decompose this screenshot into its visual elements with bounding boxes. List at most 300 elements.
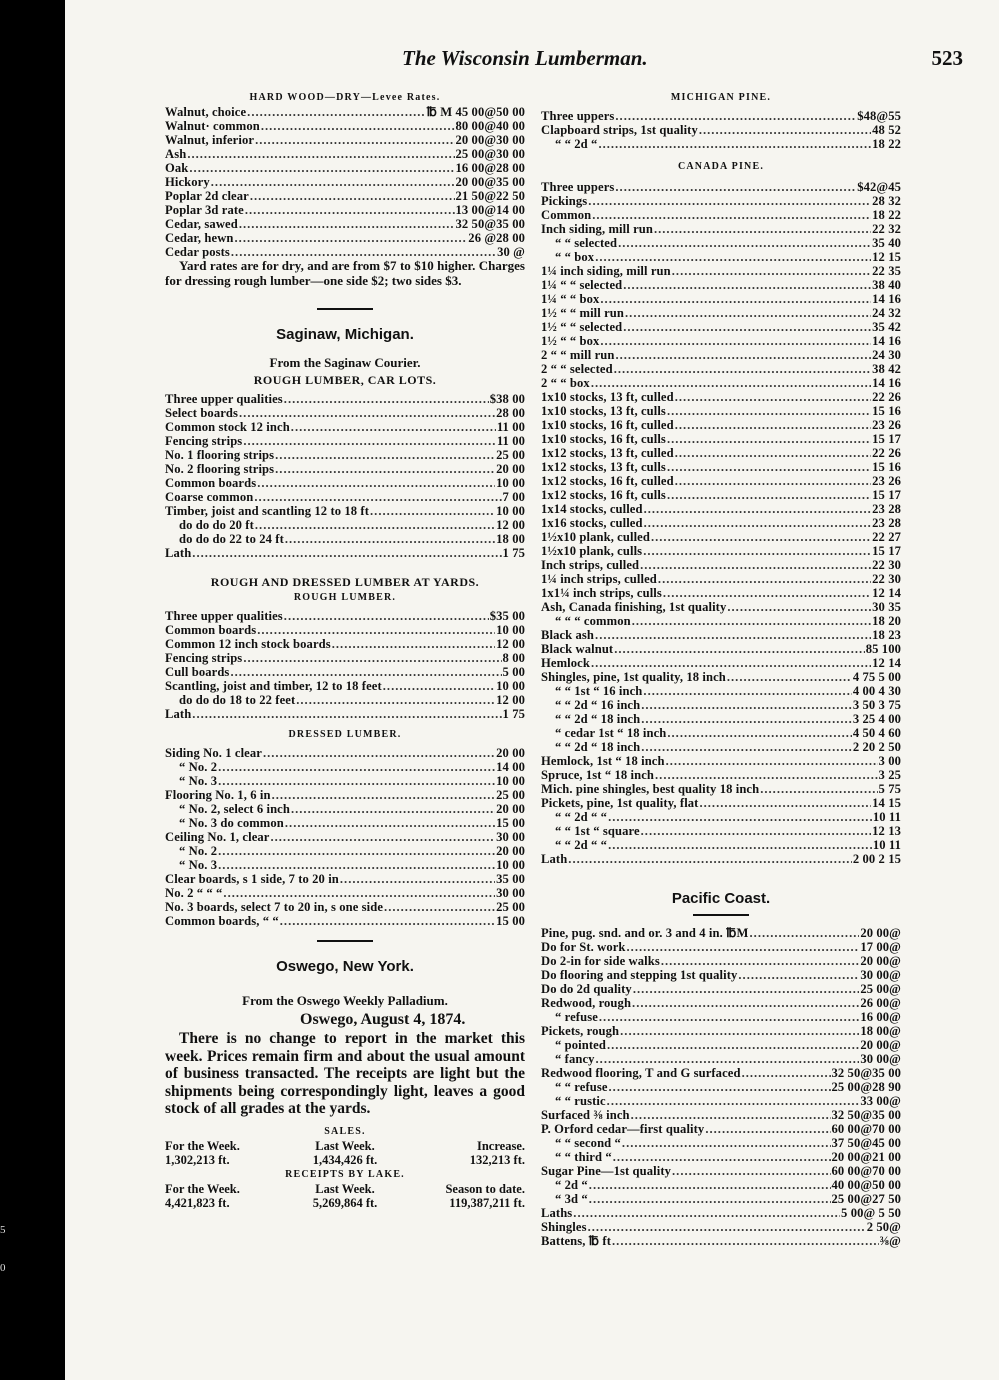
- item-price: 18 23: [872, 628, 901, 642]
- item-label: Three upper qualities: [165, 392, 283, 406]
- item-price: 12 00: [496, 637, 525, 651]
- leader-dots: [622, 1136, 831, 1150]
- item-price: 40 00@50 00: [831, 1178, 901, 1192]
- item-price: 22 26: [872, 446, 901, 460]
- item-price: $35 00: [489, 609, 525, 623]
- item-label: Common stock 12 inch: [165, 420, 290, 434]
- price-row: [541, 460, 901, 474]
- receipts-value: 4,421,823 ft.: [165, 1195, 230, 1210]
- item-price: 5 75: [878, 782, 901, 796]
- price-row: [165, 914, 525, 928]
- item-price: 18 22: [872, 208, 901, 222]
- item-price: 3 00: [878, 754, 901, 768]
- item-label: 1½x10 plank, culls: [541, 544, 643, 558]
- item-label: “ No. 2, select 6 inch: [179, 802, 290, 816]
- item-label: Spruce, 1st “ 18 inch: [541, 768, 655, 782]
- item-label: No. 3 boards, select 7 to 20 in, s one side: [165, 900, 384, 914]
- item-label: 1x10 stocks, 13 ft, culls: [541, 404, 666, 418]
- item-price: 11 00: [496, 434, 525, 448]
- price-row: [541, 768, 901, 782]
- leader-dots: [598, 137, 871, 151]
- leader-dots: [608, 810, 872, 824]
- leader-dots: [218, 844, 495, 858]
- price-row: [165, 858, 525, 872]
- item-label: do do do 18 to 22 feet: [179, 693, 296, 707]
- pacific-list: [541, 926, 901, 1248]
- item-price: 14 00: [496, 760, 525, 774]
- leader-dots: [672, 1164, 830, 1178]
- price-row: [541, 698, 901, 712]
- price-row: [541, 954, 901, 968]
- leader-dots: [738, 968, 859, 982]
- item-label: Poplar 2d clear: [165, 189, 249, 203]
- price-row: [541, 1192, 901, 1206]
- price-row: [541, 236, 901, 250]
- item-label: 2 “ “ box: [541, 376, 590, 390]
- item-label: Common boards: [165, 476, 257, 490]
- price-row: [165, 392, 525, 406]
- canada-pine-list: [541, 180, 901, 866]
- leader-dots: [275, 462, 495, 476]
- price-row: [541, 712, 901, 726]
- price-row: [541, 1024, 901, 1038]
- price-row: [541, 404, 901, 418]
- leader-dots: [613, 1150, 831, 1164]
- item-price: 10 00: [496, 504, 525, 518]
- item-label: 1x10 stocks, 16 ft, culls: [541, 432, 666, 446]
- item-label: Walnut· common: [165, 119, 260, 133]
- leader-dots: [243, 651, 501, 665]
- price-row: [541, 852, 901, 866]
- price-row: [165, 774, 525, 788]
- item-label: Black walnut: [541, 642, 614, 656]
- item-price: 32 50@35 00: [831, 1108, 901, 1122]
- sales-header: For the Week.: [165, 1138, 240, 1153]
- item-label: Scantling, joist and timber, 12 to 18 feet: [165, 679, 382, 693]
- section-rule: [693, 914, 749, 916]
- price-row: [165, 476, 525, 490]
- item-price: 25 00: [496, 788, 525, 802]
- item-label: Mich. pine shingles, best quality 18 inch: [541, 782, 760, 796]
- item-price: 4 50 4 60: [852, 726, 901, 740]
- price-row: [541, 334, 901, 348]
- price-row: [165, 161, 525, 175]
- leader-dots: [623, 320, 871, 334]
- price-row: [541, 109, 901, 123]
- item-price: 38 42: [872, 362, 901, 376]
- leader-dots: [596, 1052, 860, 1066]
- leader-dots: [644, 502, 872, 516]
- price-row: [165, 504, 525, 518]
- item-price: 12 00: [496, 693, 525, 707]
- price-row: [541, 996, 901, 1010]
- leader-dots: [633, 982, 860, 996]
- item-label: “ “ box: [555, 250, 595, 264]
- leader-dots: [644, 516, 872, 530]
- leader-dots: [661, 954, 860, 968]
- item-price: 22 35: [872, 264, 901, 278]
- price-row: [541, 614, 901, 628]
- receipts-value: 5,269,864 ft.: [312, 1195, 378, 1210]
- leader-dots: [211, 175, 455, 189]
- price-row: [541, 180, 901, 194]
- price-row: [541, 1234, 901, 1248]
- item-label: Hemlock: [541, 656, 590, 670]
- item-label: Fencing strips: [165, 651, 243, 665]
- item-price: 30 00: [496, 830, 525, 844]
- item-price: 20 00: [496, 844, 525, 858]
- price-row: [541, 754, 901, 768]
- item-price: 10 00: [496, 476, 525, 490]
- item-label: Timber, joist and scantling 12 to 18 ft: [165, 504, 370, 518]
- item-price: 10 00: [496, 623, 525, 637]
- item-price: 25 00@30 00: [455, 147, 525, 161]
- price-row: [541, 292, 901, 306]
- leader-dots: [750, 926, 860, 940]
- item-price: 18 00: [496, 532, 525, 546]
- price-row: [541, 940, 901, 954]
- item-price: ℔ M 45 00@50 00: [426, 105, 525, 119]
- leader-dots: [618, 236, 871, 250]
- leader-dots: [568, 852, 852, 866]
- item-label: Pine, pug. snd. and or. 3 and 4 in. ℔M: [541, 926, 749, 940]
- item-label: Do 2-in for side walks: [541, 954, 660, 968]
- leader-dots: [284, 609, 489, 623]
- saginaw-source: From the Saginaw Courier.: [269, 355, 421, 370]
- item-label: “ 3d “: [555, 1192, 588, 1206]
- oswego-title: Oswego, New York.: [276, 958, 414, 975]
- item-price: 26 @28 00: [468, 231, 525, 245]
- item-label: do do do 20 ft: [179, 518, 254, 532]
- leader-dots: [332, 637, 495, 651]
- price-row: [541, 824, 901, 838]
- leader-dots: [270, 830, 495, 844]
- item-price: 22 32: [872, 222, 901, 236]
- item-price: 35 42: [872, 320, 901, 334]
- item-label: Laths: [541, 1206, 573, 1220]
- price-row: [165, 609, 525, 623]
- item-label: 1¼ “ “ selected: [541, 278, 623, 292]
- item-label: Shingles: [541, 1220, 587, 1234]
- leader-dots: [591, 656, 871, 670]
- item-label: 1½ “ “ mill run: [541, 306, 625, 320]
- item-label: Lath: [165, 546, 192, 560]
- leader-dots: [231, 245, 496, 259]
- item-label: Cedar, hewn: [165, 231, 234, 245]
- price-row: [541, 208, 901, 222]
- price-row: [541, 544, 901, 558]
- leader-dots: [675, 446, 871, 460]
- price-row: [541, 376, 901, 390]
- leader-dots: [600, 292, 871, 306]
- leader-dots: [285, 816, 495, 830]
- price-row: [541, 1080, 901, 1094]
- hardwood-list: [165, 105, 525, 259]
- leader-dots: [654, 222, 871, 236]
- item-price: 8 00: [502, 651, 525, 665]
- leader-dots: [675, 474, 871, 488]
- item-price: 4 00 4 30: [852, 684, 901, 698]
- leader-dots: [595, 250, 871, 264]
- price-row: [541, 123, 901, 137]
- leader-dots: [672, 264, 871, 278]
- leader-dots: [243, 434, 496, 448]
- leader-dots: [257, 623, 495, 637]
- item-label: Ash: [165, 147, 187, 161]
- price-row: [165, 802, 525, 816]
- item-label: “ “ 2d “ “: [555, 838, 608, 852]
- item-label: do do do 22 to 24 ft: [179, 532, 284, 546]
- price-row: [541, 222, 901, 236]
- item-price: 22 30: [872, 558, 901, 572]
- item-price: 20 00: [496, 746, 525, 760]
- price-row: [541, 740, 901, 754]
- leader-dots: [285, 532, 495, 546]
- item-price: 30 00@: [860, 968, 901, 982]
- saginaw-subtitle: ROUGH LUMBER, CAR LOTS.: [253, 373, 437, 387]
- leader-dots: [263, 746, 495, 760]
- item-price: 37 50@45 00: [831, 1136, 901, 1150]
- item-label: Common 12 inch stock boards: [165, 637, 331, 651]
- leader-dots: [223, 886, 495, 900]
- price-row: [541, 348, 901, 362]
- item-label: 1x12 stocks, 16 ft, culls: [541, 488, 666, 502]
- price-row: [541, 488, 901, 502]
- item-price: 11 00: [496, 420, 525, 434]
- item-price: 15 00: [496, 914, 525, 928]
- price-row: [165, 665, 525, 679]
- item-price: 1 75: [502, 546, 525, 560]
- price-row: [541, 656, 901, 670]
- leader-dots: [643, 544, 871, 558]
- item-label: Flooring No. 1, 6 in: [165, 788, 271, 802]
- item-price: 22 26: [872, 390, 901, 404]
- price-row: [165, 900, 525, 914]
- item-price: 25 00: [496, 448, 525, 462]
- leader-dots: [641, 712, 852, 726]
- item-label: “ “ “ common: [555, 614, 631, 628]
- price-row: [541, 1010, 901, 1024]
- sales-header: Last Week.: [315, 1138, 375, 1153]
- item-price: 26 00@: [860, 996, 901, 1010]
- item-price: 25 00@: [860, 982, 901, 996]
- dressed-lumber-caption: DRESSED LUMBER.: [288, 729, 402, 740]
- leader-dots: [230, 665, 501, 679]
- item-price: 14 16: [872, 334, 901, 348]
- item-price: 35 40: [872, 236, 901, 250]
- item-price: 12 13: [872, 824, 901, 838]
- item-price: 10 00: [496, 774, 525, 788]
- item-price: 12 00: [496, 518, 525, 532]
- leader-dots: [699, 123, 871, 137]
- item-price: 18 22: [872, 137, 901, 151]
- leader-dots: [667, 460, 871, 474]
- leader-dots: [218, 760, 495, 774]
- price-row: [165, 830, 525, 844]
- receipts-header: For the Week.: [165, 1181, 240, 1196]
- leader-dots: [760, 782, 877, 796]
- item-price: 15 16: [872, 404, 901, 418]
- item-price: 12 15: [872, 250, 901, 264]
- item-price: 30 35: [872, 600, 901, 614]
- publication-title: The Wisconsin Lumberman.: [402, 46, 648, 70]
- item-price: 18 00@: [860, 1024, 901, 1038]
- price-row: [541, 516, 901, 530]
- item-label: 1x14 stocks, culled: [541, 502, 643, 516]
- item-label: Fencing strips: [165, 434, 243, 448]
- item-price: $38 00: [489, 392, 525, 406]
- price-row: [165, 420, 525, 434]
- leader-dots: [632, 614, 871, 628]
- item-price: 28 32: [872, 194, 901, 208]
- leader-dots: [291, 420, 496, 434]
- leader-dots: [667, 726, 851, 740]
- receipts-value: 119,387,211 ft.: [449, 1195, 525, 1210]
- item-label: 1x10 stocks, 16 ft, culled: [541, 418, 674, 432]
- item-label: Ceiling No. 1, clear: [165, 830, 270, 844]
- item-label: Do for St. work: [541, 940, 626, 954]
- item-price: 25 00: [496, 900, 525, 914]
- item-price: $48@55: [857, 109, 901, 123]
- price-row: [541, 418, 901, 432]
- price-row: [541, 642, 901, 656]
- item-label: Redwood, rough: [541, 996, 632, 1010]
- price-row: [165, 532, 525, 546]
- item-price: 23 28: [872, 502, 901, 516]
- item-label: Walnut, inferior: [165, 133, 255, 147]
- price-row: [165, 245, 525, 259]
- price-row: [165, 133, 525, 147]
- price-row: [165, 462, 525, 476]
- leader-dots: [254, 490, 501, 504]
- leader-dots: [627, 940, 860, 954]
- price-row: [165, 679, 525, 693]
- price-row: [165, 760, 525, 774]
- price-row: [541, 446, 901, 460]
- price-row: [541, 250, 901, 264]
- leader-dots: [187, 147, 454, 161]
- price-row: [541, 474, 901, 488]
- item-label: 1x16 stocks, culled: [541, 516, 643, 530]
- item-label: Common boards: [165, 623, 257, 637]
- price-row: [165, 189, 525, 203]
- leader-dots: [615, 109, 856, 123]
- rough-lumber-list: [165, 609, 525, 721]
- leader-dots: [651, 530, 871, 544]
- item-price: 30 00: [496, 886, 525, 900]
- item-label: “ “ 1st “ square: [555, 824, 640, 838]
- item-price: 3 50 3 75: [852, 698, 901, 712]
- item-label: 1x10 stocks, 13 ft, culled: [541, 390, 674, 404]
- oswego-report: There is no change to report in the market this week. Prices remain firm and about the usual amount of business transacted. The receipts are light but the shipments being correspondingly light, leaves a good stock of all grades at the yards.: [165, 1030, 525, 1117]
- item-label: Do do 2d quality: [541, 982, 632, 996]
- item-label: Select boards: [165, 406, 239, 420]
- price-row: [541, 1122, 901, 1136]
- sales-value: 1,302,213 ft.: [165, 1152, 230, 1167]
- leader-dots: [607, 1094, 860, 1108]
- item-price: 25 00@27 50: [831, 1192, 901, 1206]
- price-row: [541, 194, 901, 208]
- price-row: [165, 788, 525, 802]
- price-row: [541, 1178, 901, 1192]
- item-label: Common boards, “ “: [165, 914, 279, 928]
- section-rule: [317, 308, 373, 310]
- leader-dots: [383, 679, 495, 693]
- leader-dots: [189, 161, 454, 175]
- price-row: [165, 105, 525, 119]
- document-page: [65, 0, 999, 1380]
- item-price: 20 00: [496, 802, 525, 816]
- leader-dots: [595, 628, 871, 642]
- price-row: [541, 1108, 901, 1122]
- item-price: 20 00@30 00: [455, 133, 525, 147]
- leader-dots: [742, 1066, 831, 1080]
- leader-dots: [250, 189, 455, 203]
- receipts-caption: RECEIPTS BY LAKE.: [285, 1168, 405, 1180]
- item-label: Poplar 3d rate: [165, 203, 244, 217]
- item-price: 16 00@: [860, 1010, 901, 1024]
- leader-dots: [705, 1122, 830, 1136]
- item-label: Do flooring and stepping 1st quality: [541, 968, 738, 982]
- item-label: Clapboard strips, 1st quality: [541, 123, 698, 137]
- item-label: “ “ refuse: [555, 1080, 608, 1094]
- item-price: 80 00@40 00: [455, 119, 525, 133]
- leader-dots: [667, 488, 871, 502]
- item-price: 20 00@: [860, 954, 901, 968]
- item-label: Cedar posts: [165, 245, 230, 259]
- hardwood-heading: HARD WOOD—DRY—Levee Rates.: [249, 92, 441, 103]
- item-label: “ 2d “: [555, 1178, 588, 1192]
- price-row: [541, 1052, 901, 1066]
- yards-title: ROUGH AND DRESSED LUMBER AT YARDS.: [210, 575, 480, 589]
- price-row: [541, 1220, 901, 1234]
- receipts-header: Season to date.: [445, 1181, 525, 1196]
- saginaw-title: Saginaw, Michigan.: [276, 326, 414, 343]
- item-label: Redwood flooring, T and G surfaced: [541, 1066, 741, 1080]
- receipts-values: [165, 1196, 525, 1210]
- price-row: [541, 572, 901, 586]
- leader-dots: [284, 392, 489, 406]
- item-price: 22 27: [872, 530, 901, 544]
- price-row: [165, 231, 525, 245]
- price-row: [541, 796, 901, 810]
- price-row: [541, 670, 901, 684]
- leader-dots: [620, 1024, 859, 1038]
- item-price: 20 00: [496, 462, 525, 476]
- section-rule: [317, 940, 373, 942]
- price-row: [541, 1150, 901, 1164]
- item-label: Common: [541, 208, 592, 222]
- item-label: Lath: [541, 852, 568, 866]
- item-price: 16 00@28 00: [455, 161, 525, 175]
- item-price: 3 25: [878, 768, 901, 782]
- item-label: Three uppers: [541, 109, 615, 123]
- item-label: Sugar Pine—1st quality: [541, 1164, 672, 1178]
- item-price: 15 17: [872, 488, 901, 502]
- item-label: Pickets, rough: [541, 1024, 620, 1038]
- oswego-dateline: Oswego, August 4, 1874.: [300, 1011, 466, 1028]
- item-label: Ash, Canada finishing, 1st quality: [541, 600, 727, 614]
- price-row: [541, 502, 901, 516]
- sales-value: 132,213 ft.: [469, 1152, 525, 1167]
- item-price: 20 00@35 00: [455, 175, 525, 189]
- item-price: 33 00@: [860, 1094, 901, 1108]
- price-row: [541, 1136, 901, 1150]
- leader-dots: [667, 432, 871, 446]
- price-row: [541, 600, 901, 614]
- item-label: Shingles, pine, 1st quality, 18 inch: [541, 670, 726, 684]
- leader-dots: [609, 1080, 831, 1094]
